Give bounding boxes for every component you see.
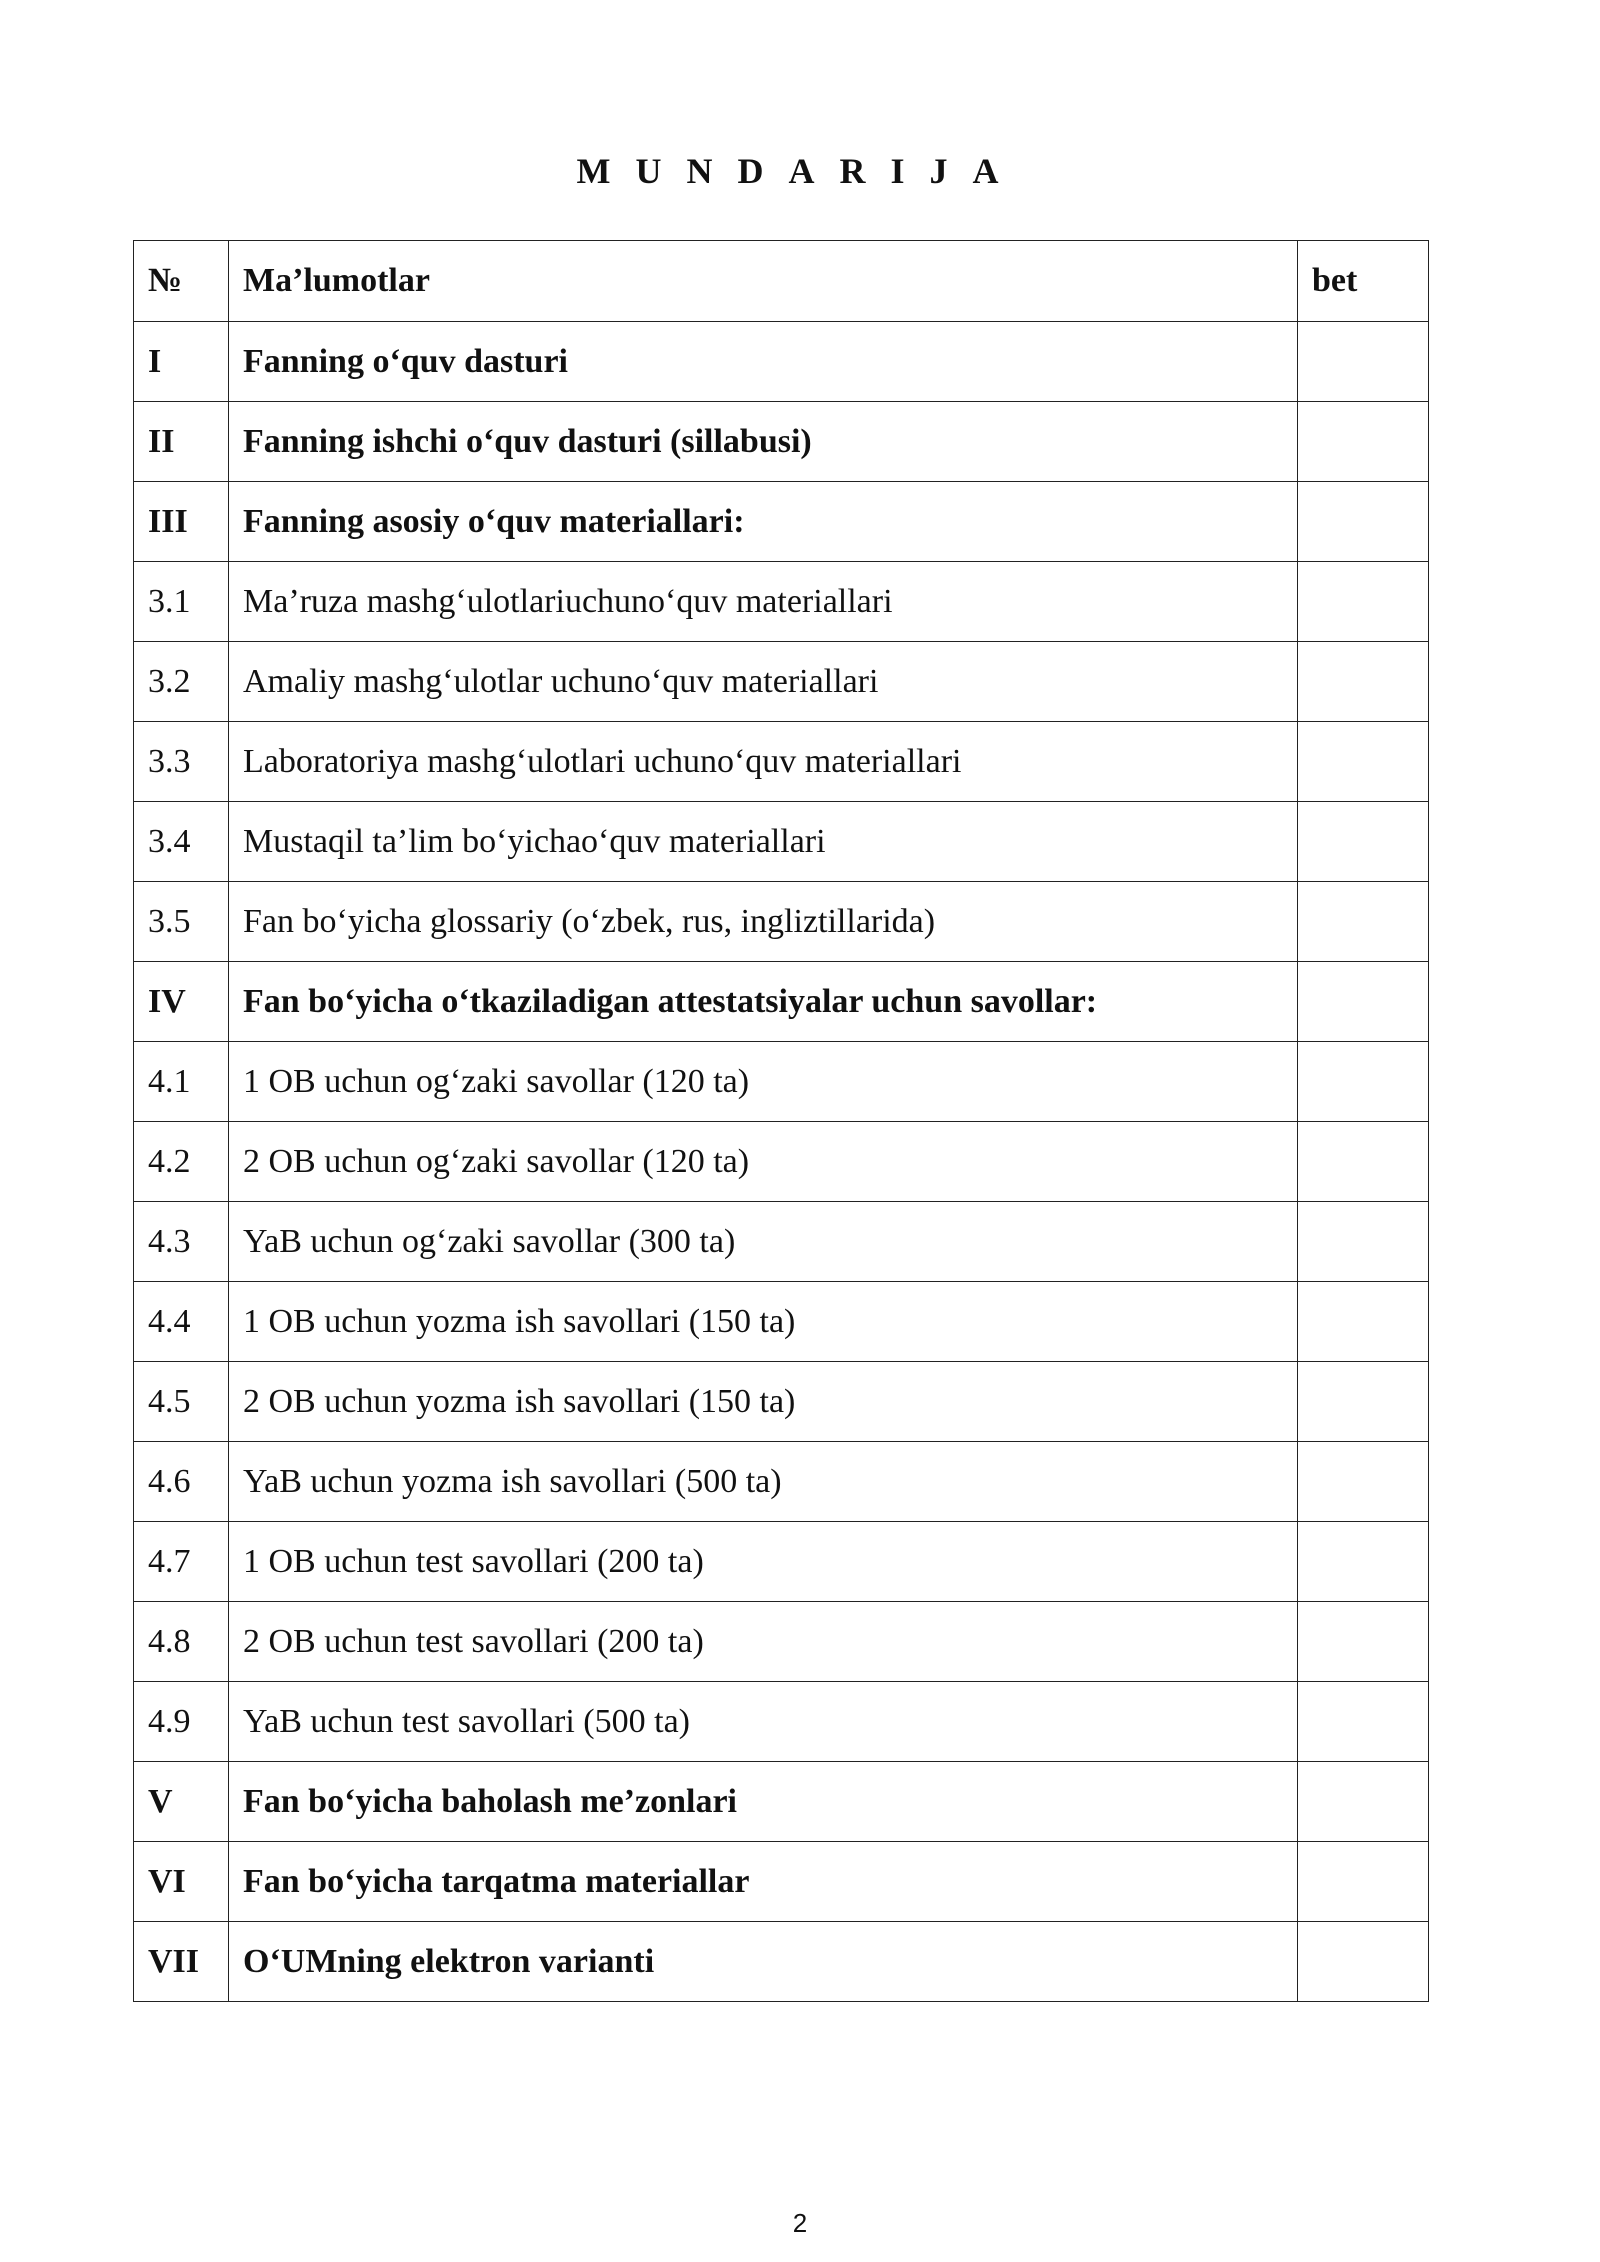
table-row — [134, 562, 1429, 642]
row-number: 4.1 — [134, 1042, 229, 1122]
row-page — [1298, 1682, 1429, 1762]
row-title: Fan bo‘yicha tarqatma materiallar — [229, 1842, 1298, 1922]
table-row — [134, 1362, 1429, 1442]
row-number: VI — [134, 1842, 229, 1922]
table-row — [134, 322, 1429, 402]
row-title: Fanning ishchi o‘quv dasturi (sillabusi) — [229, 402, 1298, 482]
row-number: 4.4 — [134, 1282, 229, 1362]
row-title: O‘UMning elektron varianti — [229, 1922, 1298, 2002]
row-title: 1 OB uchun og‘zaki savollar (120 ta) — [229, 1042, 1298, 1122]
row-title: 2 OB uchun yozma ish savollari (150 ta) — [229, 1362, 1298, 1442]
row-page — [1298, 1362, 1429, 1442]
row-title: YaB uchun test savollari (500 ta) — [229, 1682, 1298, 1762]
row-page — [1298, 1042, 1429, 1122]
table-row — [134, 1442, 1429, 1522]
row-title: YaB uchun og‘zaki savollar (300 ta) — [229, 1202, 1298, 1282]
table-row — [134, 1122, 1429, 1202]
table-row — [134, 482, 1429, 562]
contents-table — [133, 240, 1429, 2002]
row-page — [1298, 882, 1429, 962]
row-title: YaB uchun yozma ish savollari (500 ta) — [229, 1442, 1298, 1522]
row-page — [1298, 1442, 1429, 1522]
header-page: bet — [1298, 241, 1429, 322]
table-row — [134, 962, 1429, 1042]
row-page — [1298, 482, 1429, 562]
row-number: I — [134, 322, 229, 402]
row-number: 3.5 — [134, 882, 229, 962]
table-row — [134, 722, 1429, 802]
row-title: Mustaqil ta’lim bo‘yichao‘quv materiallari — [229, 802, 1298, 882]
row-number: III — [134, 482, 229, 562]
row-number: 4.2 — [134, 1122, 229, 1202]
row-title: Ma’ruza mashg‘ulotlariuchuno‘quv materiallari — [229, 562, 1298, 642]
row-page — [1298, 1282, 1429, 1362]
row-page — [1298, 962, 1429, 1042]
row-page — [1298, 1922, 1429, 2002]
table-row — [134, 1522, 1429, 1602]
table-row — [134, 1762, 1429, 1842]
row-title: Fan bo‘yicha o‘tkaziladigan attestatsiyalar uchun savollar: — [229, 962, 1298, 1042]
page-number: 2 — [792, 2208, 808, 2238]
row-title: Fanning asosiy o‘quv materiallari: — [229, 482, 1298, 562]
table-row — [134, 1602, 1429, 1682]
row-page — [1298, 642, 1429, 722]
header-information: Ma’lumotlar — [229, 241, 1298, 322]
row-title: 2 OB uchun og‘zaki savollar (120 ta) — [229, 1122, 1298, 1202]
table-row — [134, 642, 1429, 722]
row-page — [1298, 802, 1429, 882]
row-number: V — [134, 1762, 229, 1842]
row-page — [1298, 1602, 1429, 1682]
row-number: 3.4 — [134, 802, 229, 882]
row-page — [1298, 402, 1429, 482]
table-row — [134, 1042, 1429, 1122]
table-row — [134, 1682, 1429, 1762]
row-title: Fan bo‘yicha glossariy (o‘zbek, rus, ingliztillarida) — [229, 882, 1298, 962]
page-title: MUNDARIJA — [576, 151, 1024, 191]
row-number: 3.2 — [134, 642, 229, 722]
row-number: II — [134, 402, 229, 482]
table-row — [134, 1842, 1429, 1922]
row-title: Laboratoriya mashg‘ulotlari uchuno‘quv materiallari — [229, 722, 1298, 802]
table-row — [134, 1922, 1429, 2002]
row-page — [1298, 1202, 1429, 1282]
row-number: 4.5 — [134, 1362, 229, 1442]
row-number: 4.3 — [134, 1202, 229, 1282]
row-title: Fan bo‘yicha baholash me’zonlari — [229, 1762, 1298, 1842]
table-row — [134, 1282, 1429, 1362]
table-row — [134, 802, 1429, 882]
row-title: 1 OB uchun yozma ish savollari (150 ta) — [229, 1282, 1298, 1362]
row-page — [1298, 562, 1429, 642]
row-title: Amaliy mashg‘ulotlar uchuno‘quv materiallari — [229, 642, 1298, 722]
row-title: 1 OB uchun test savollari (200 ta) — [229, 1522, 1298, 1602]
table-row — [134, 402, 1429, 482]
table-row — [134, 1202, 1429, 1282]
row-page — [1298, 1762, 1429, 1842]
table-header-row — [134, 241, 1429, 322]
row-number: 4.8 — [134, 1602, 229, 1682]
row-title: Fanning o‘quv dasturi — [229, 322, 1298, 402]
row-page — [1298, 1522, 1429, 1602]
row-page — [1298, 1122, 1429, 1202]
row-page — [1298, 722, 1429, 802]
header-number: № — [134, 241, 229, 322]
row-number: VII — [134, 1922, 229, 2002]
row-number: 4.6 — [134, 1442, 229, 1522]
row-number: 3.3 — [134, 722, 229, 802]
row-title: 2 OB uchun test savollari (200 ta) — [229, 1602, 1298, 1682]
row-number: 3.1 — [134, 562, 229, 642]
row-page — [1298, 322, 1429, 402]
row-number: IV — [134, 962, 229, 1042]
row-number: 4.7 — [134, 1522, 229, 1602]
row-page — [1298, 1842, 1429, 1922]
contents-table-body — [134, 322, 1429, 2002]
table-row — [134, 882, 1429, 962]
row-number: 4.9 — [134, 1682, 229, 1762]
